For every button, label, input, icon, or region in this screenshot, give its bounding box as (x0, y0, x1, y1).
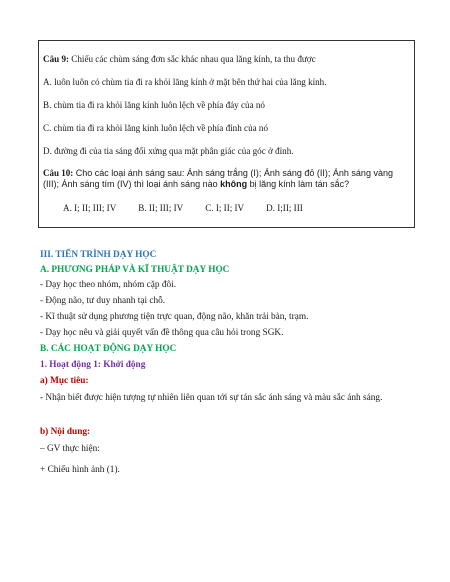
activity-title: 1. Hoạt động 1: Khởi động (40, 360, 146, 370)
section-title: III. TIẾN TRÌNH DẠY HỌC (40, 250, 157, 260)
quiz-box (38, 40, 415, 228)
question-9-option-d: D. đường đi của tia sáng đối xứng qua mặt phân giác của góc ở đỉnh. (43, 146, 294, 156)
question-10-option-c: C. I; II; IV (205, 203, 245, 213)
question-10-option-b: B. II; III; IV (138, 203, 184, 213)
method-item-3: - Kĩ thuật sử dụng phương tiện trực quan, động não, khăn trải bàn, trạm. (40, 312, 309, 322)
sub-b-title: B. CÁC HOẠT ĐỘNG DẠY HỌC (40, 344, 177, 354)
question-9-option-c: C. chùm tia đi ra khỏi lăng kính luôn lệch về phía đỉnh của nó (43, 123, 269, 133)
method-item-1: - Dạy học theo nhóm, nhóm cặp đôi. (40, 280, 177, 290)
question-9-option-a: A. luôn luôn có chùm tia đi ra khỏi lăng kính ở mặt bên thứ hai của lăng kính. (43, 77, 327, 87)
goal-label: a) Mục tiêu: (40, 376, 89, 386)
step-1: + Chiếu hình ảnh (1). (40, 465, 120, 475)
emphasis-word: không (220, 178, 248, 189)
content-label: b) Nội dung: (40, 427, 91, 437)
question-9-stem: Câu 9: Chiếu các chùm sáng đơn sắc khác nhau qua lăng kính, ta thu được (43, 54, 316, 64)
question-10-stem: Câu 10: Cho các loại ánh sáng sau: Ánh sáng trắng (I); Ánh sáng đỏ (II); Ánh sáng vàng (III); Ánh sáng tím (IV) thì loại ánh sáng nào không bị lăng kính làm tán sắc? (43, 168, 393, 189)
method-item-4: - Dạy học nêu và giải quyết vấn đề thông qua câu hỏi trong SGK. (40, 328, 284, 338)
method-item-2: - Động não, tư duy nhanh tại chỗ. (40, 296, 166, 306)
question-10-options (63, 203, 303, 214)
question-10-label: Câu 10: (43, 168, 74, 178)
question-9-label: Câu 9: (43, 54, 70, 64)
sub-a-title: A. PHƯƠNG PHÁP VÀ KĨ THUẬT DẠY HỌC (40, 265, 230, 275)
question-10-option-d: D. I;II; III (266, 203, 303, 213)
goal-text: - Nhận biết được hiện tượng tự nhiên liên quan tới sự tán sắc ánh sáng và màu sắc ánh sáng. (40, 393, 383, 403)
question-9-option-b: B. chùm tia đi ra khỏi lăng kính luôn lệch về phía đáy của nó (43, 100, 265, 110)
question-10-option-a: A. I; II; III; IV (63, 203, 117, 213)
gv-line: – GV thực hiện: (40, 444, 100, 454)
